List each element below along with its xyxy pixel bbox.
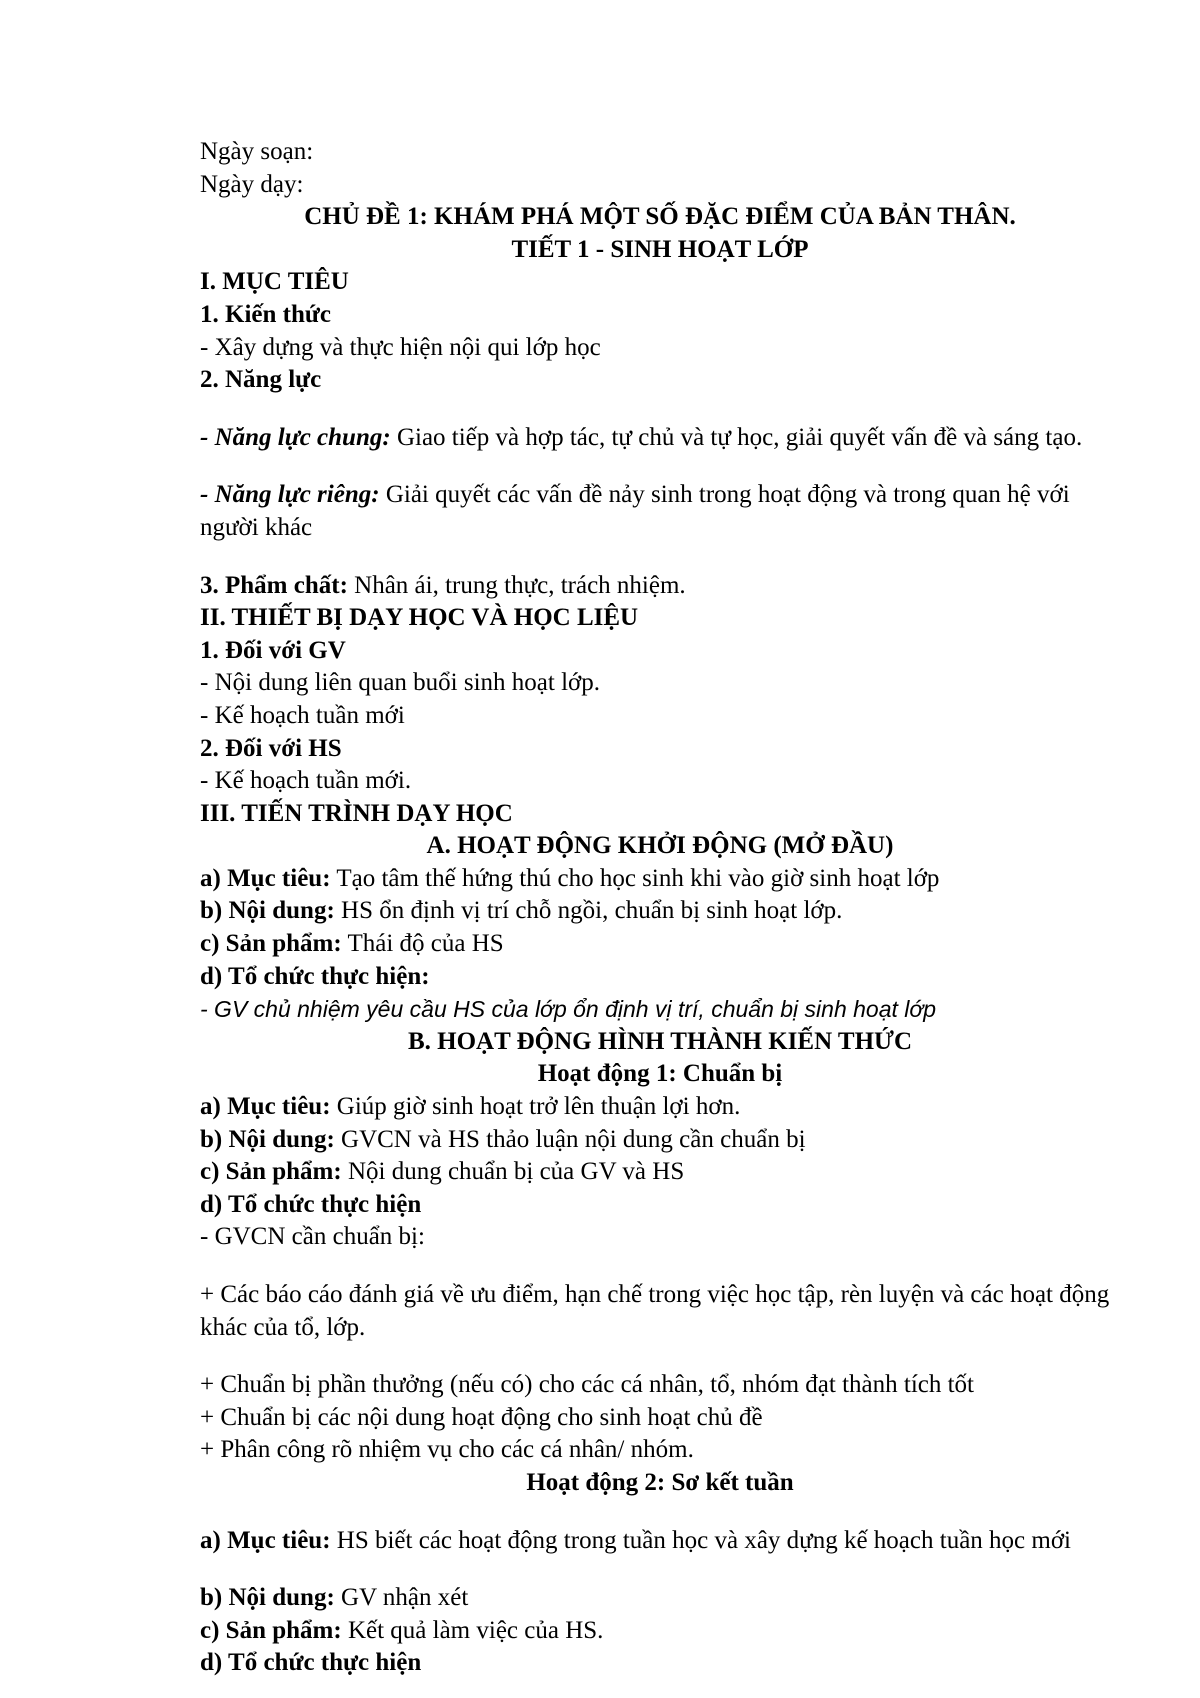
hd1-to-chuc-line: + Chuẩn bị các nội dung hoạt động cho sinh hoạt chủ đề — [200, 1403, 763, 1431]
heading-kien-thuc: 1. Kiến thức — [200, 300, 331, 328]
kien-thuc-text: - Xây dựng và thực hiện nội qui lớp học — [200, 333, 601, 361]
khoi-dong-san-pham: c) Sản phẩm: Thái độ của HS — [200, 930, 504, 958]
heading-doi-voi-hs: 2. Đối với HS — [200, 734, 342, 762]
heading-hoat-dong-1: Hoạt động 1: Chuẩn bị — [537, 1060, 783, 1088]
heading-nang-luc: 2. Năng lực — [200, 366, 322, 394]
document-title: CHỦ ĐỀ 1: KHÁM PHÁ MỘT SỐ ĐẶC ĐIỂM CỦA BẢN THÂN. — [304, 203, 1016, 231]
hd1-noi-dung: b) Nội dung: GVCN và HS thảo luận nội dung cần chuẩn bị — [200, 1125, 806, 1153]
khoi-dong-to-chuc-text: - GV chủ nhiệm yêu cầu HS của lớp ổn định vị trí, chuẩn bị sinh hoạt lớp — [200, 996, 937, 1023]
hd1-to-chuc-line: + Các báo cáo đánh giá về ưu điểm, hạn chế trong việc học tập, rèn luyện và các hoạt động khác của tổ, lớp. — [200, 1281, 1110, 1341]
nang-luc-rieng: - Năng lực riêng: Giải quyết các vấn đề nảy sinh trong hoạt động và trong quan hệ với người khác — [200, 481, 1070, 541]
heading-doi-voi-gv: 1. Đối với GV — [200, 636, 346, 664]
hd1-to-chuc: d) Tổ chức thực hiện — [200, 1190, 422, 1218]
hd1-to-chuc-line: + Phân công rõ nhiệm vụ cho các cá nhân/ nhóm. — [200, 1436, 694, 1464]
nang-luc-chung: - Năng lực chung: Giao tiếp và hợp tác, tự chủ và tự học, giải quyết vấn đề và sáng tạo. — [200, 423, 1083, 451]
hd1-san-pham: c) Sản phẩm: Nội dung chuẩn bị của GV và HS — [200, 1158, 685, 1186]
khoi-dong-muc-tieu: a) Mục tiêu: Tạo tâm thế hứng thú cho học sinh khi vào giờ sinh hoạt lớp — [200, 864, 940, 892]
heading-hoat-dong-2: Hoạt động 2: Sơ kết tuần — [526, 1468, 794, 1496]
hd1-to-chuc-line: - GVCN cần chuẩn bị: — [200, 1223, 425, 1251]
pham-chat: 3. Phẩm chất: Nhân ái, trung thực, trách nhiệm. — [200, 571, 686, 599]
document-page — [200, 136, 1120, 1680]
hd2-noi-dung: b) Nội dung: GV nhận xét — [200, 1584, 469, 1612]
heading-muc-tieu: I. MỤC TIÊU — [200, 268, 349, 296]
hd2-to-chuc: d) Tổ chức thực hiện — [200, 1649, 422, 1677]
hd2-san-pham: c) Sản phẩm: Kết quả làm việc của HS. — [200, 1616, 604, 1644]
gv-item: - Nội dung liên quan buổi sinh hoạt lớp. — [200, 669, 600, 697]
khoi-dong-to-chuc: d) Tổ chức thực hiện: — [200, 962, 430, 990]
heading-thiet-bi: II. THIẾT BỊ DẠY HỌC VÀ HỌC LIỆU — [200, 604, 639, 632]
heading-hinh-thanh: B. HOẠT ĐỘNG HÌNH THÀNH KIẾN THỨC — [407, 1027, 913, 1055]
hd1-muc-tieu: a) Mục tiêu: Giúp giờ sinh hoạt trở lên thuận lợi hơn. — [200, 1093, 741, 1121]
gv-item: - Kế hoạch tuần mới — [200, 701, 405, 729]
hd2-muc-tieu: a) Mục tiêu: HS biết các hoạt động trong tuần học và xây dựng kế hoạch tuần học mới — [200, 1526, 1071, 1554]
hd1-to-chuc-line: + Chuẩn bị phần thưởng (nếu có) cho các cá nhân, tổ, nhóm đạt thành tích tốt — [200, 1371, 974, 1399]
khoi-dong-noi-dung: b) Nội dung: HS ổn định vị trí chỗ ngồi, chuẩn bị sinh hoạt lớp. — [200, 897, 843, 925]
heading-khoi-dong: A. HOẠT ĐỘNG KHỞI ĐỘNG (MỞ ĐẦU) — [426, 832, 894, 860]
heading-tien-trinh: III. TIẾN TRÌNH DẠY HỌC — [200, 799, 513, 827]
ngay-soan: Ngày soạn: — [200, 138, 314, 165]
hs-item: - Kế hoạch tuần mới. — [200, 767, 412, 795]
document-subtitle: TIẾT 1 - SINH HOẠT LỚP — [511, 235, 809, 263]
ngay-day: Ngày dạy: — [200, 170, 304, 198]
